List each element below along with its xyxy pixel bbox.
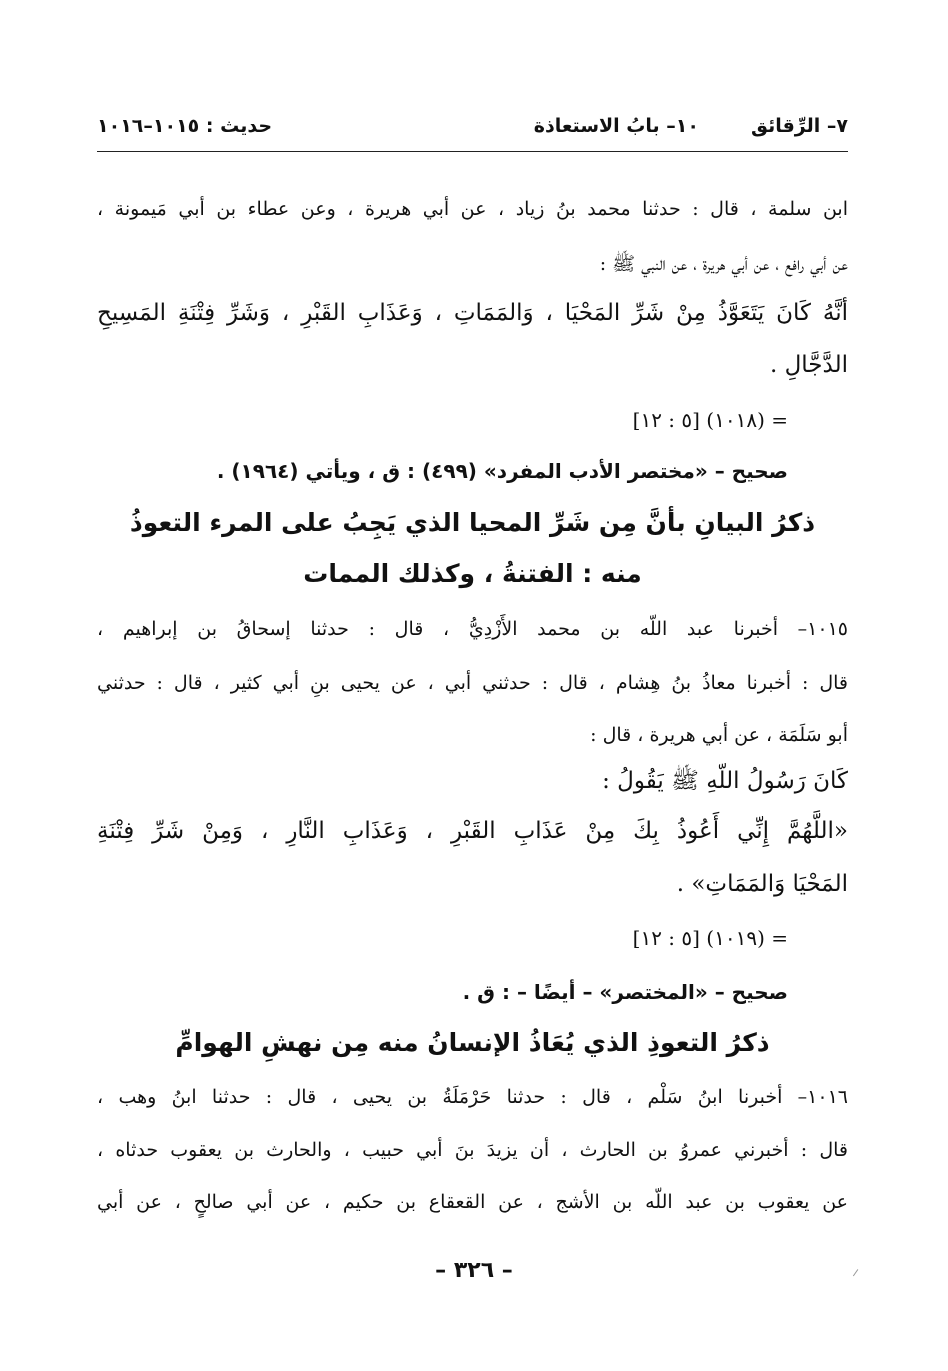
text-line: عن يعقوب بن عبد اللّه بن الأشج ، عن القعقاع بن حكيم ، عن أبي صالحٍ ، عن أبي	[97, 1191, 848, 1213]
hadith-text-line: «اللَّهُمَّ إِنِّي أَعُوذُ بِكَ مِنْ عَذَابِ القَبْرِ ، وَعَذَابِ النَّارِ ، وَمِنْ شَرِّ فِتْنَةِ	[97, 818, 848, 844]
section-title: ١٠– بابُ الاستعاذة	[533, 115, 699, 137]
text-line: قال : أخبرنا معاذُ بنُ هِشام ، قال : حدثني أبي ، عن يحيى بنِ أبي كثير ، قال : حدثني	[97, 672, 849, 694]
hadith-text-line: كَانَ رَسُولُ اللّهِ ﷺ يَقُولُ :	[602, 768, 848, 794]
grading-note: صحيح – «مختصر الأدب المفرد» (٤٩٩) : ق ، ويأتي (١٩٦٤) .	[216, 459, 788, 483]
header-divider	[97, 151, 848, 152]
hadith-text-line: الدَّجَّالِ .	[769, 352, 848, 378]
text-line: ١٠١٦– أخبرنا ابنُ سَلْم ، قال : حدثنا حَرْمَلَةُ بن يحيى ، قال : حدثنا ابنُ وهب ،	[97, 1086, 848, 1108]
chapter-heading: ذكرُ البيانِ بأنَّ مِن شَرِّ المحيا الذي يَجِبُ على المرء التعوذُ	[129, 508, 816, 537]
running-header	[97, 108, 848, 144]
page-number: – ٣٢٦ –	[435, 1258, 513, 1283]
chapter-title: ٧– الرِّقائق	[750, 115, 848, 137]
header-titles	[534, 115, 848, 137]
text-line: ١٠١٥– أخبرنا عبد اللّه بن محمد الأَزْدِيُّ ، قال : حدثنا إسحاقُ بن إبراهيم ،	[97, 618, 848, 640]
cross-reference: = (١٠١٩) [٥ : ١٢]	[632, 926, 788, 950]
chapter-heading: منه : الفتنةُ ، وكذلك الممات	[303, 559, 642, 588]
hadith-text-line: أنَّهُ كَانَ يَتَعَوَّذُ مِنْ شَرِّ المَحْيَا ، وَالمَمَاتِ ، وَعَذَابِ القَبْرِ ، وَشَرِّ فِتْنَةِ المَسِيحِ	[97, 300, 848, 326]
grading-note: صحيح – «المختصر» – أيضًا – : ق .	[462, 980, 788, 1004]
text-line: قال : أخبرني عمروُ بن الحارث ، أن يزيدَ بنَ أبي حبيب ، والحارث بن يعقوب حدثاه ،	[97, 1139, 848, 1161]
text-line: أبو سَلَمَة ، عن أبي هريرة ، قال :	[590, 724, 848, 746]
hadith-range: حديث : ١٠١٥–١٠١٦	[97, 115, 273, 137]
text-line: عن أبي رافع ، عن أبي هريرة ، عن النبي ﷺ :	[599, 253, 848, 275]
hadith-text-line: المَحْيَا وَالمَمَاتِ» .	[676, 871, 848, 897]
cross-reference: = (١٠١٨) [٥ : ١٢]	[632, 408, 788, 432]
text-line: ابن سلمة ، قال : حدثنا محمد بنُ زياد ، عن أبي هريرة ، وعن عطاء بن أبي مَيمونة ،	[97, 198, 848, 220]
chapter-heading: ذكرُ التعوذِ الذي يُعَاذُ الإنسانُ منه مِن نهشِ الهوامِّ	[175, 1028, 770, 1057]
